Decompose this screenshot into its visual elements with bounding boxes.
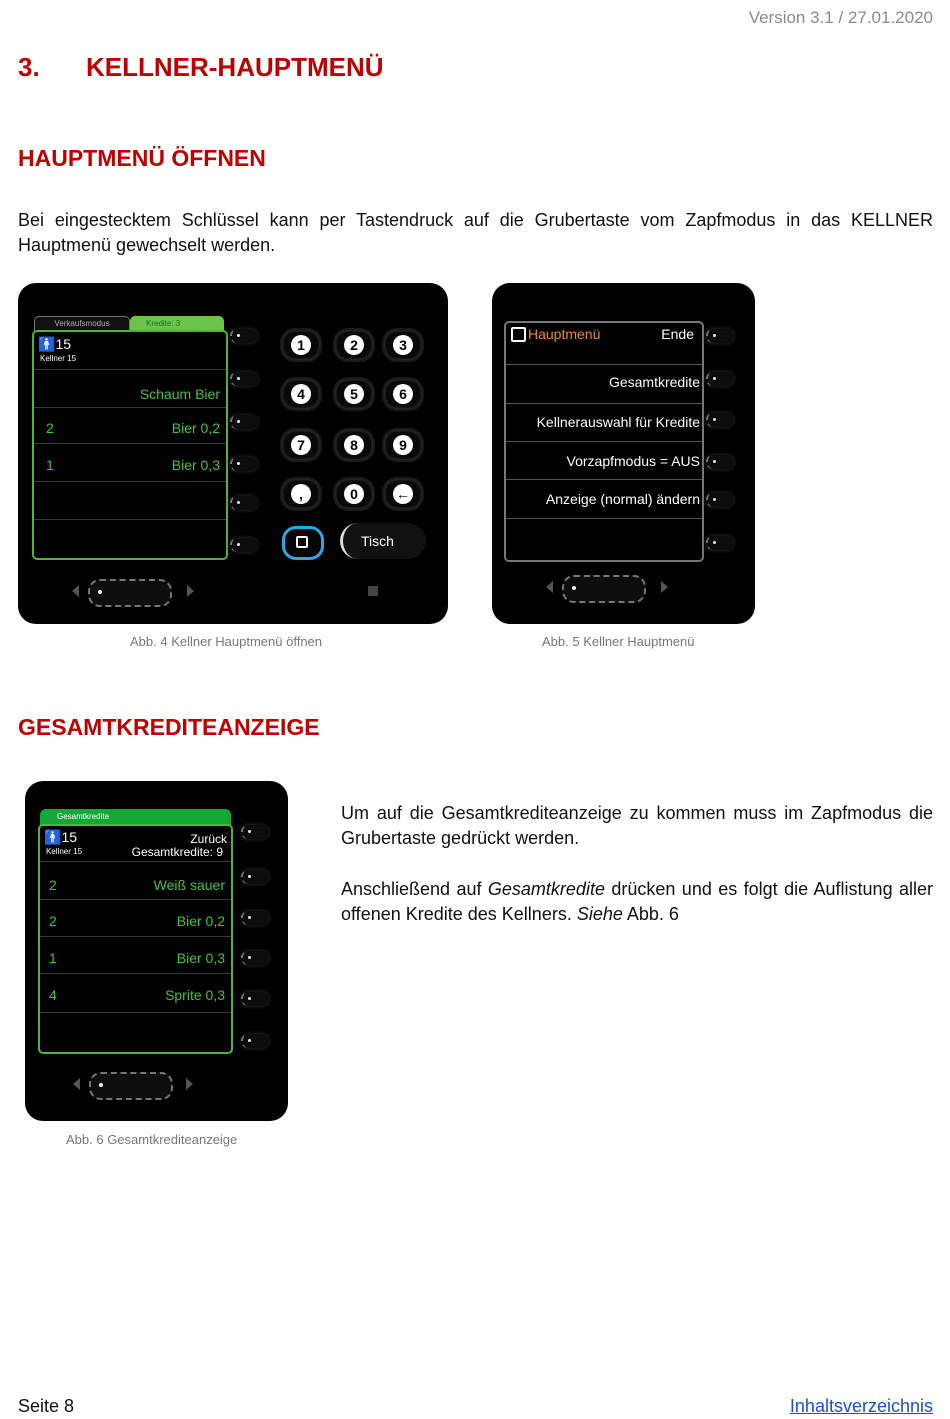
side-button[interactable] [241,825,269,839]
list-item-qty: 1 [46,457,54,473]
menu-item-anzeige[interactable]: Anzeige (normal) ändern [545,491,700,507]
version-label: Version 3.1 / 27.01.2020 [748,8,933,27]
user-number: 🚹15 [38,336,72,352]
figure-4-device [18,283,448,624]
figure-6-device [25,781,288,1121]
side-button[interactable] [706,329,734,343]
key-0[interactable]: 0 [333,477,375,511]
key-backspace[interactable]: ← [382,477,424,511]
gruber-icon [296,536,308,548]
key-3[interactable]: 3 [382,328,424,362]
list-item-qty: 2 [49,913,57,929]
indicator-square [368,586,378,596]
side-button[interactable] [230,372,258,386]
key-2[interactable]: 2 [333,328,375,362]
side-button[interactable] [241,870,269,884]
credits-paragraph-1: Um auf die Gesamtkrediteanzeige zu kommen muss im Zapfmodus die Grubertaste gedrückt werden. [341,803,933,848]
key-comma[interactable]: , [280,477,322,511]
gruber-key[interactable] [282,526,324,560]
figure-5-device [492,283,755,624]
side-button[interactable] [230,457,258,471]
side-button[interactable] [706,372,734,386]
menu-item-vorzapfmodus[interactable]: Vorzapfmodus = AUS [566,453,700,469]
list-item-qty: 4 [49,987,57,1003]
key-1[interactable]: 1 [280,328,322,362]
intro-paragraph: Bei eingestecktem Schlüssel kann per Tastendruck auf die Grubertaste vom Zapfmodus in das KELLNER Hauptmenü gewechselt werden. [18,210,933,255]
figure-5-screen [504,321,704,562]
side-button[interactable] [230,329,258,343]
key-9[interactable]: 9 [382,428,424,462]
right-arrow-icon[interactable] [661,581,668,593]
key-5[interactable]: 5 [333,377,375,411]
tisch-button[interactable]: Tisch [340,523,426,559]
list-item: Bier 0,3 [176,950,225,966]
list-item-qty: 2 [46,420,54,436]
nav-pill[interactable] [562,575,646,603]
left-arrow-icon[interactable] [546,581,553,593]
side-button[interactable] [706,536,734,550]
side-button[interactable] [706,493,734,507]
zurueck-button[interactable]: Zurück [190,832,227,846]
figure-4-screen [32,330,228,560]
tab-kredite: Kredite: 3 [130,316,224,331]
menu-icon [511,327,526,342]
left-arrow-icon[interactable] [72,585,79,597]
right-arrow-icon[interactable] [186,1078,193,1090]
section-title: KELLNER-HAUPTMENÜ [86,52,384,82]
ende-button[interactable]: Ende [661,326,694,342]
side-button[interactable] [241,951,269,965]
side-button[interactable] [241,911,269,925]
list-item: Bier 0,3 [171,457,220,473]
section-heading [18,52,384,83]
key-7[interactable]: 7 [280,428,322,462]
side-button[interactable] [230,496,258,510]
side-button[interactable] [706,413,734,427]
figure-6-screen [38,824,233,1054]
tab-verkaufsmodus: Verkaufsmodus [34,316,130,331]
page-number: Seite 8 [18,1396,75,1416]
user-name: Kellner 15 [46,847,83,856]
left-arrow-icon[interactable] [73,1078,80,1090]
side-button[interactable] [241,1034,269,1048]
list-item: Weiß sauer [153,877,225,893]
section-number: 3. [18,52,40,82]
subheading-credits: GESAMTKREDITEANZEIGE [18,714,320,740]
menu-item-kellnerauswahl[interactable]: Kellnerauswahl für Kredite [536,414,700,430]
side-button[interactable] [230,415,258,429]
list-item-qty: 1 [49,950,57,966]
list-item: Bier 0,2 [176,913,225,929]
right-arrow-icon[interactable] [187,585,194,597]
list-item: Schaum Bier [139,386,220,402]
side-button[interactable] [230,538,258,552]
key-6[interactable]: 6 [382,377,424,411]
total-credits: Gesamtkredite: 9 [131,845,223,859]
nav-pill[interactable] [88,579,172,607]
menu-title: Hauptmenü [528,326,601,342]
figure-6-caption: Abb. 6 Gesamtkrediteanzeige [66,1132,238,1147]
credits-paragraph-2: Anschließend auf Gesamtkredite drücken und es folgt die Auflistung aller offenen Kredite des Kellners. Siehe Abb. 6 [341,879,933,924]
user-name: Kellner 15 [40,354,77,363]
key-4[interactable]: 4 [280,377,322,411]
user-number: 🚹15 [44,829,78,845]
list-item: Sprite 0,3 [165,987,225,1003]
subheading-open-menu: HAUPTMENÜ ÖFFNEN [18,145,266,171]
toc-link[interactable]: Inhaltsverzeichnis [789,1396,933,1416]
menu-item-gesamtkredite[interactable]: Gesamtkredite [608,374,700,390]
list-item: Bier 0,2 [171,420,220,436]
nav-pill[interactable] [89,1072,173,1100]
key-8[interactable]: 8 [333,428,375,462]
tab-gesamtkredite: Gesamtkredite [40,809,231,825]
figure-5-caption: Abb. 5 Kellner Hauptmenü [542,634,695,649]
list-item-qty: 2 [49,877,57,893]
side-button[interactable] [241,992,269,1006]
figure-4-caption: Abb. 4 Kellner Hauptmenü öffnen [130,634,323,649]
side-button[interactable] [706,455,734,469]
